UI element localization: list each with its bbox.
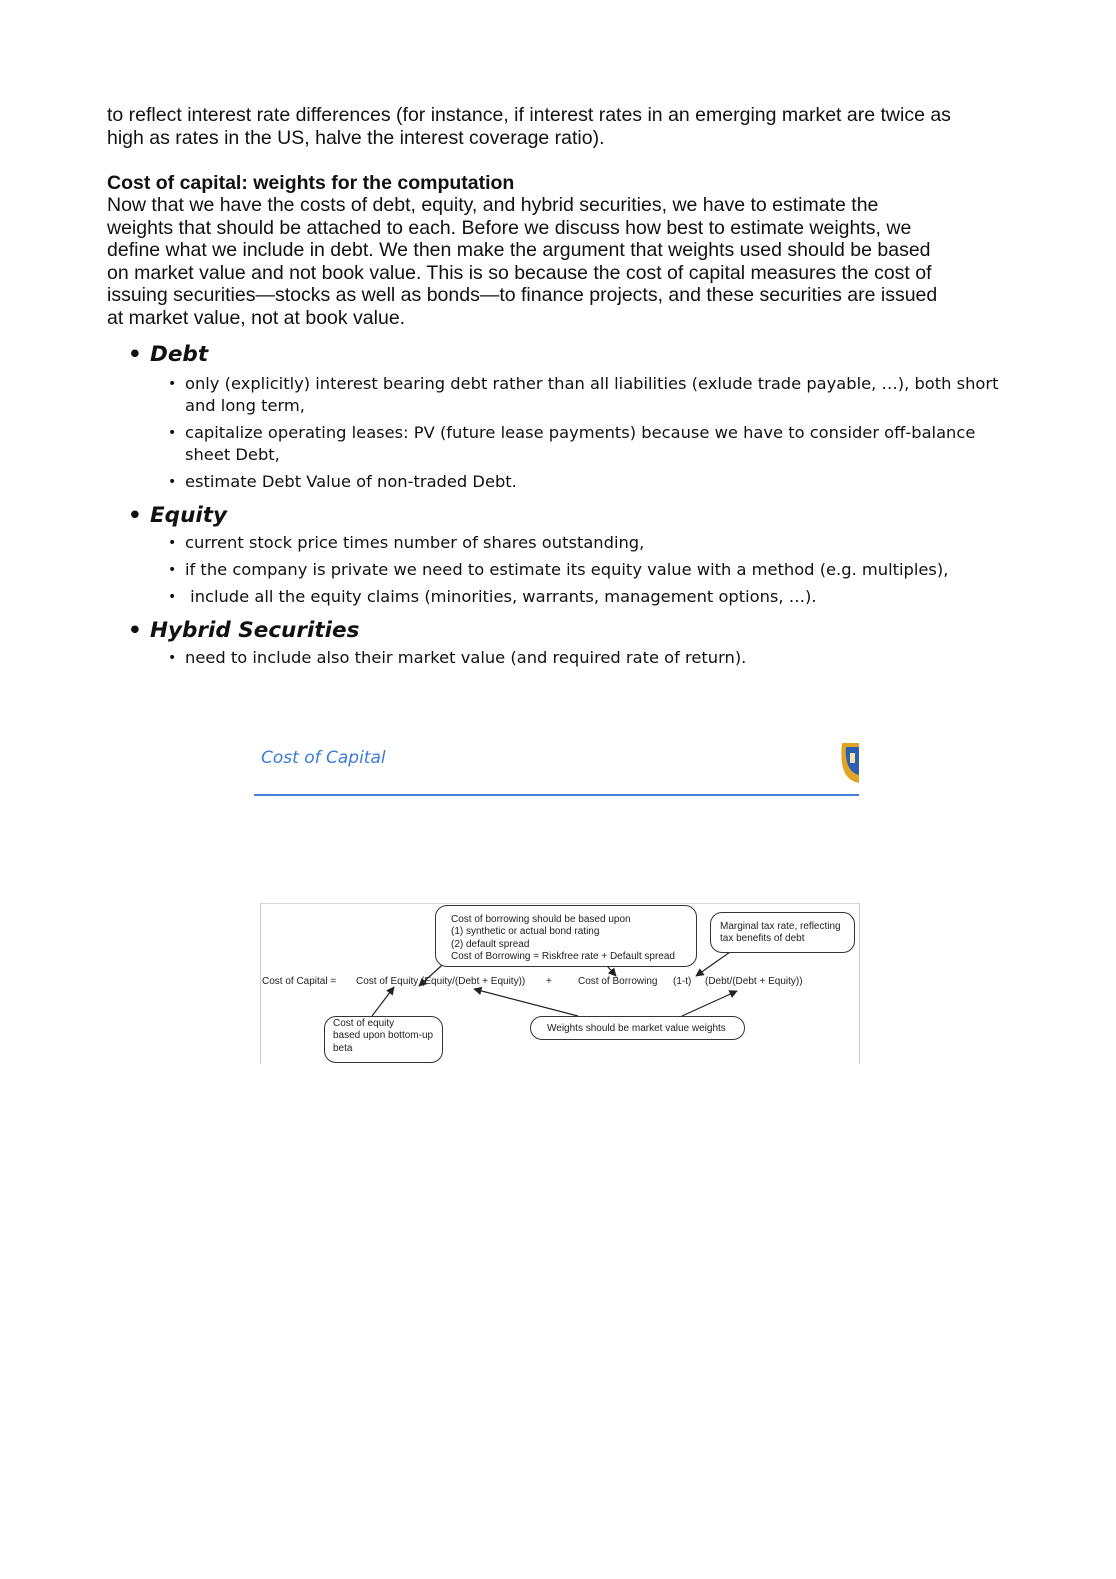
- bullet-hybrid: [128, 618, 1008, 643]
- bullet-debt: [128, 342, 1008, 367]
- sub-bullet-text: capitalize operating leases: PV (future lease payments) because we have to consider off-balance sheet Debt,: [185, 423, 976, 464]
- section-line: weights that should be attached to each. Before we discuss how best to estimate weights, we: [107, 216, 912, 239]
- formula-tax: (1-t): [673, 976, 692, 987]
- sub-bullet: [128, 373, 1008, 417]
- formula-debt-weight: (Debt/(Debt + Equity)): [705, 976, 803, 987]
- sub-bullet-text: current stock price times number of shares outstanding,: [185, 533, 645, 552]
- sub-bullet: [128, 422, 1008, 466]
- sub-bullet-text: if the company is private we need to estimate its equity value with a method (e.g. multiples),: [185, 560, 949, 579]
- bullet-equity: [128, 503, 1008, 528]
- bullet-dot-icon: •: [128, 503, 142, 528]
- section-line: on market value and not book value. This is so because the cost of capital measures the cost of: [107, 261, 932, 284]
- borrowing-box-line: Cost of borrowing should be based upon: [451, 914, 631, 925]
- tax-box-line: Marginal tax rate, reflecting: [720, 921, 841, 932]
- sub-bullet: [128, 647, 1008, 669]
- sub-bullet-text: estimate Debt Value of non-traded Debt.: [185, 472, 517, 491]
- section-line: define what we include in debt. We then make the argument that weights used should be based: [107, 239, 931, 261]
- bullet-title: Hybrid Securities: [150, 618, 360, 643]
- cost-of-capital-diagram: [260, 903, 860, 1064]
- bullet-dot-icon: •: [168, 376, 177, 392]
- intro-line-1: to reflect interest rate differences (for instance, if interest rates in an emerging market are twice as: [107, 104, 951, 126]
- equity-box: [324, 1016, 443, 1063]
- weights-box: [530, 1016, 745, 1040]
- section-heading: Cost of capital: weights for the computation: [107, 172, 515, 194]
- bullet-dot-icon: •: [168, 474, 177, 490]
- sub-bullet: [128, 559, 1008, 581]
- bullet-dot-icon: •: [128, 618, 142, 643]
- bullet-dot-icon: •: [168, 589, 177, 605]
- bullet-title: Equity: [150, 503, 228, 528]
- bullet-dot-icon: •: [128, 342, 142, 367]
- university-logo-icon: [838, 741, 859, 785]
- intro-paragraph: [107, 104, 1007, 149]
- equity-box-line: Cost of equity: [333, 1018, 395, 1029]
- sub-bullet: [128, 532, 1008, 554]
- sub-bullet-text: only (explicitly) interest bearing debt rather than all liabilities (exlude trade payable, …), both short and long term,: [185, 374, 999, 415]
- section-line: Now that we have the costs of debt, equity, and hybrid securities, we have to estimate the: [107, 194, 879, 216]
- weights-box-text: Weights should be market value weights: [547, 1023, 726, 1034]
- tax-box-line: tax benefits of debt: [720, 933, 805, 945]
- equity-box-line: beta: [333, 1042, 353, 1054]
- section-paragraph: [107, 194, 1007, 329]
- bullet-title: Debt: [150, 342, 209, 367]
- bullet-dot-icon: •: [168, 535, 177, 551]
- slide-title-rule: [254, 794, 859, 796]
- borrowing-box-line: Cost of Borrowing = Riskfree rate + Default spread: [451, 950, 675, 962]
- arrow-tax-to-t: [696, 952, 730, 976]
- section-line: at market value, not at book value.: [107, 306, 406, 329]
- arrow-weights-right: [682, 991, 737, 1016]
- formula-label: Cost of Capital =: [262, 976, 337, 987]
- formula-plus: +: [546, 976, 552, 987]
- slide-title: Cost of Capital: [261, 748, 386, 768]
- sub-bullet-text: need to include also their market value (and required rate of return).: [185, 648, 747, 667]
- section-line: issuing securities—stocks as well as bonds—to finance projects, and these securities are issued: [107, 284, 938, 306]
- arrow-weights-left: [474, 989, 578, 1016]
- bullet-dot-icon: •: [168, 425, 177, 441]
- sub-bullet: [128, 471, 1008, 493]
- tax-box: [710, 912, 855, 953]
- equity-box-line: based upon bottom-up: [333, 1030, 434, 1042]
- borrowing-box-line: (1) synthetic or actual bond rating: [451, 926, 600, 938]
- arrow-equity-box: [372, 987, 394, 1016]
- formula-equity-part: Cost of Equity (Equity/(Debt + Equity)): [356, 976, 526, 987]
- intro-line-2: high as rates in the US, halve the interest coverage ratio).: [107, 126, 605, 149]
- bullet-dot-icon: •: [168, 562, 177, 578]
- borrowing-box: [435, 905, 697, 967]
- sub-bullet: [128, 586, 1008, 608]
- bullet-dot-icon: •: [168, 650, 177, 666]
- bullet-list: [128, 342, 1008, 669]
- sub-bullet-text: include all the equity claims (minorities, warrants, management options, …).: [185, 587, 817, 606]
- borrowing-box-line: (2) default spread: [451, 938, 530, 950]
- formula-borrowing: Cost of Borrowing: [578, 976, 658, 987]
